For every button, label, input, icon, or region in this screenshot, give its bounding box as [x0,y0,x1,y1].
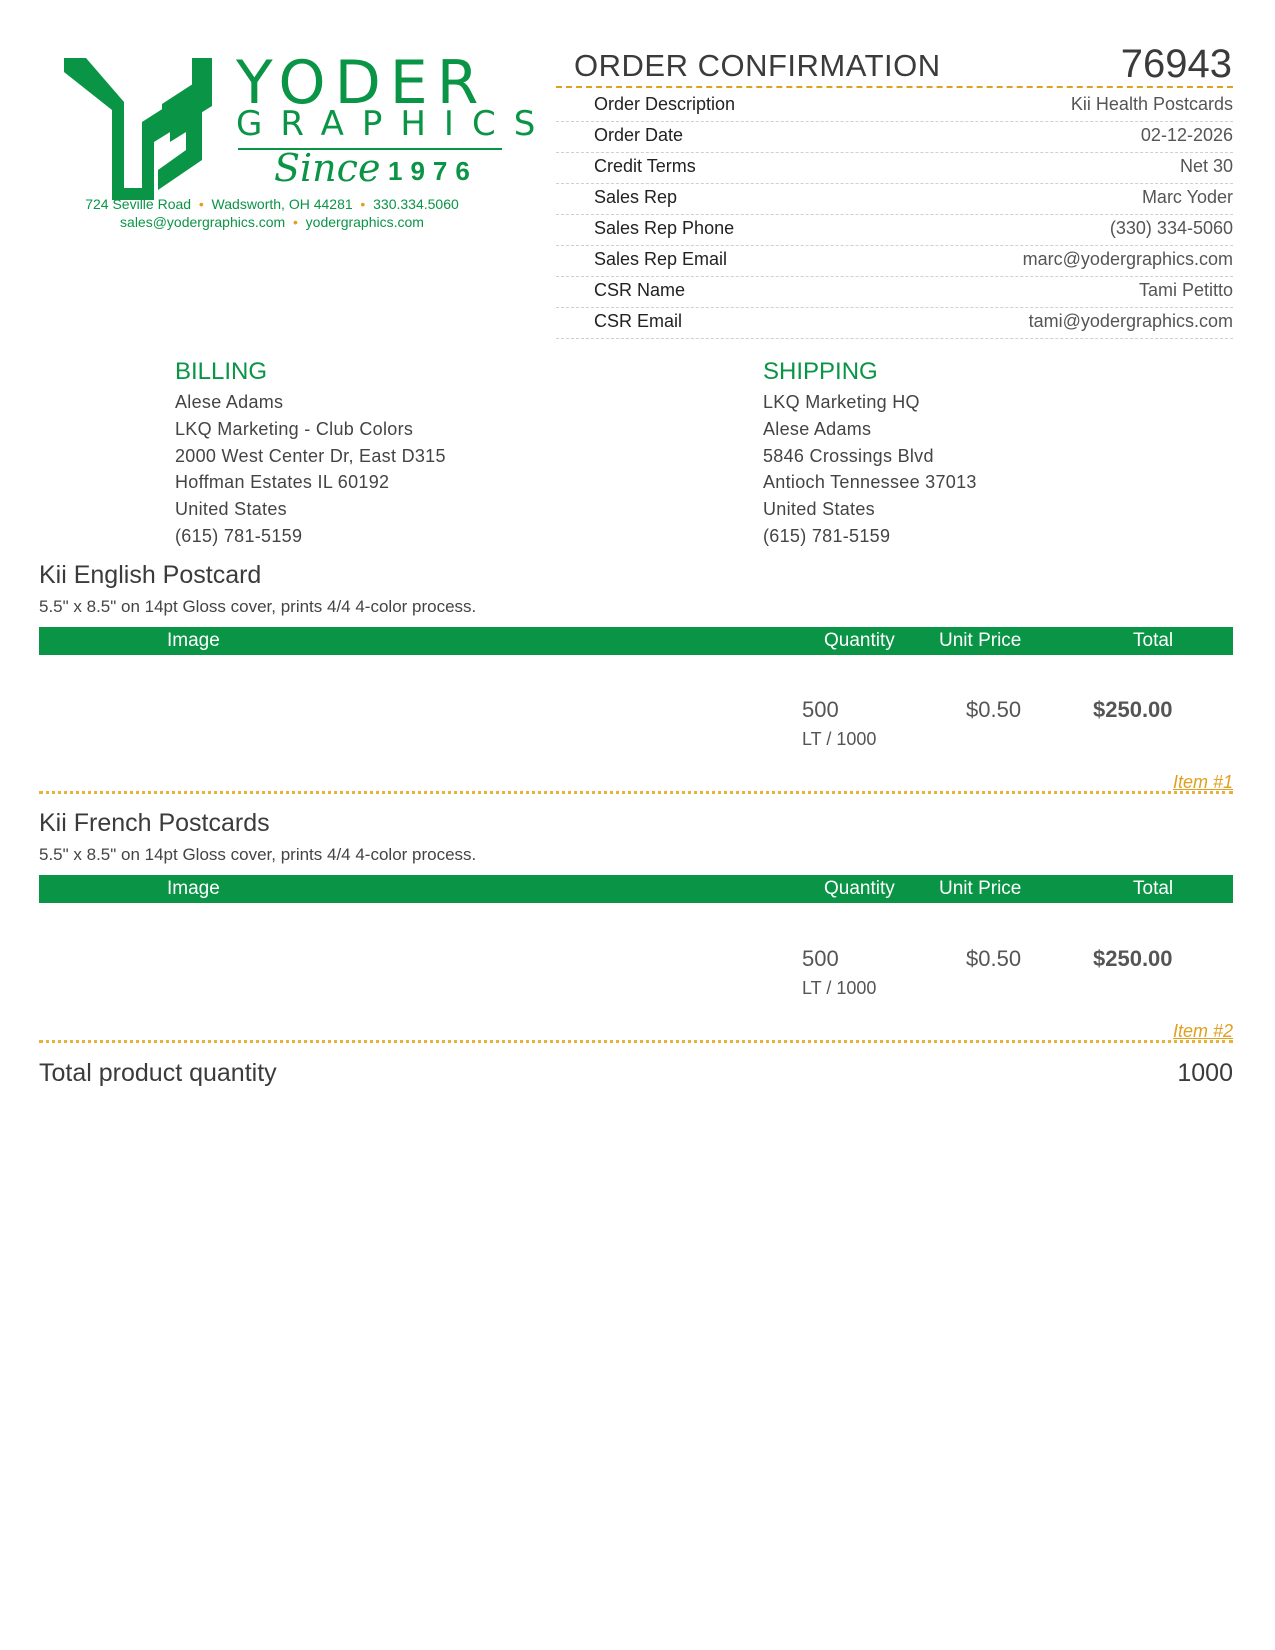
col-unit-price: Unit Price [939,878,1022,899]
detail-label: Order Description [594,94,736,114]
order-detail-row [556,214,1233,246]
detail-value: Tami Petitto [1138,280,1233,300]
company-city: Wadsworth, OH 44281 [211,196,353,212]
col-image: Image [167,630,220,651]
col-total: Total [1133,878,1174,899]
order-detail-row [556,276,1233,308]
detail-value: Kii Health Postcards [1070,94,1233,114]
bullet-icon: • [356,196,370,212]
detail-label: Sales Rep Phone [594,218,735,238]
shipping-line: Alese Adams [763,419,872,439]
company-name-line1: YODER [236,48,488,118]
item-quantity: 500 [802,946,839,971]
company-contact-line [62,214,482,230]
item-table-header [39,875,1233,903]
detail-value: Marc Yoder [1141,187,1233,207]
detail-label: Order Date [594,125,684,145]
detail-label: Credit Terms [594,156,696,176]
item-unit: LT / 1000 [802,978,877,998]
shipping-line: United States [763,499,875,519]
company-street: 724 Seville Road [85,196,192,212]
col-quantity: Quantity [824,878,895,899]
detail-value[interactable]: tami@yodergraphics.com [1028,311,1233,331]
shipping-heading: SHIPPING [763,358,878,385]
company-address-line [62,196,482,212]
order-detail-row [556,121,1233,153]
item-quantity: 500 [802,697,839,722]
item-description: 5.5" x 8.5" on 14pt Gloss cover, prints 4/4 4-color process. [39,845,477,864]
col-image: Image [167,878,220,899]
logo-since-year: 1976 [388,156,478,186]
detail-value: Net 30 [1179,156,1233,176]
detail-value: 02-12-2026 [1140,125,1233,145]
detail-label: CSR Name [594,280,686,300]
shipping-line: LKQ Marketing HQ [763,392,920,412]
order-detail-row [556,183,1233,215]
billing-line: (615) 781-5159 [175,526,303,546]
order-number: 76943 [1120,42,1232,86]
company-email[interactable]: sales@yodergraphics.com [120,214,286,230]
billing-line: United States [175,499,287,519]
billing-line: LKQ Marketing - Club Colors [175,419,414,439]
item-title: Kii French Postcards [39,809,270,837]
billing-line: Alese Adams [175,392,284,412]
document-title: ORDER CONFIRMATION [574,48,941,83]
item-title: Kii English Postcard [39,561,262,589]
logo-since-script: Since [274,146,381,190]
billing-line: 2000 West Center Dr, East D315 [175,446,446,466]
company-website[interactable]: yodergraphics.com [305,214,424,230]
item-number: Item #2 [1172,1021,1233,1041]
shipping-line: (615) 781-5159 [763,526,891,546]
order-detail-row [556,90,1233,122]
title-divider [556,86,1233,88]
total-quantity-label: Total product quantity [39,1059,277,1087]
company-phone: 330.334.5060 [373,196,459,212]
company-logo [62,46,554,246]
item-divider [39,791,1233,794]
item-line-total: $250.00 [1093,946,1173,971]
order-detail-row [556,152,1233,184]
shipping-line: 5846 Crossings Blvd [763,446,934,466]
shipping-line: Antioch Tennessee 37013 [763,472,977,492]
item-unit-price: $0.50 [966,697,1022,722]
item-unit: LT / 1000 [802,729,877,749]
item-divider [39,1040,1233,1043]
col-unit-price: Unit Price [939,630,1022,651]
detail-label: CSR Email [594,311,683,331]
order-detail-row [556,307,1233,339]
bullet-icon: • [194,196,208,212]
detail-label: Sales Rep Email [594,249,728,269]
item-description: 5.5" x 8.5" on 14pt Gloss cover, prints 4/4 4-color process. [39,597,477,616]
bullet-icon: • [289,214,302,230]
detail-value[interactable]: marc@yodergraphics.com [1022,249,1233,269]
company-name-line2: GRAPHICS [236,104,554,144]
yoder-emblem-icon [62,50,212,200]
order-detail-row [556,245,1233,277]
item-line-total: $250.00 [1093,697,1173,722]
item-number: Item #1 [1172,772,1233,792]
detail-label: Sales Rep [594,187,678,207]
billing-line: Hoffman Estates IL 60192 [175,472,390,492]
item-unit-price: $0.50 [966,946,1022,971]
col-total: Total [1133,630,1174,651]
col-quantity: Quantity [824,630,895,651]
billing-heading: BILLING [175,358,268,385]
total-quantity-value: 1000 [1177,1059,1233,1087]
item-table-header [39,627,1233,655]
detail-value: (330) 334-5060 [1109,218,1233,238]
